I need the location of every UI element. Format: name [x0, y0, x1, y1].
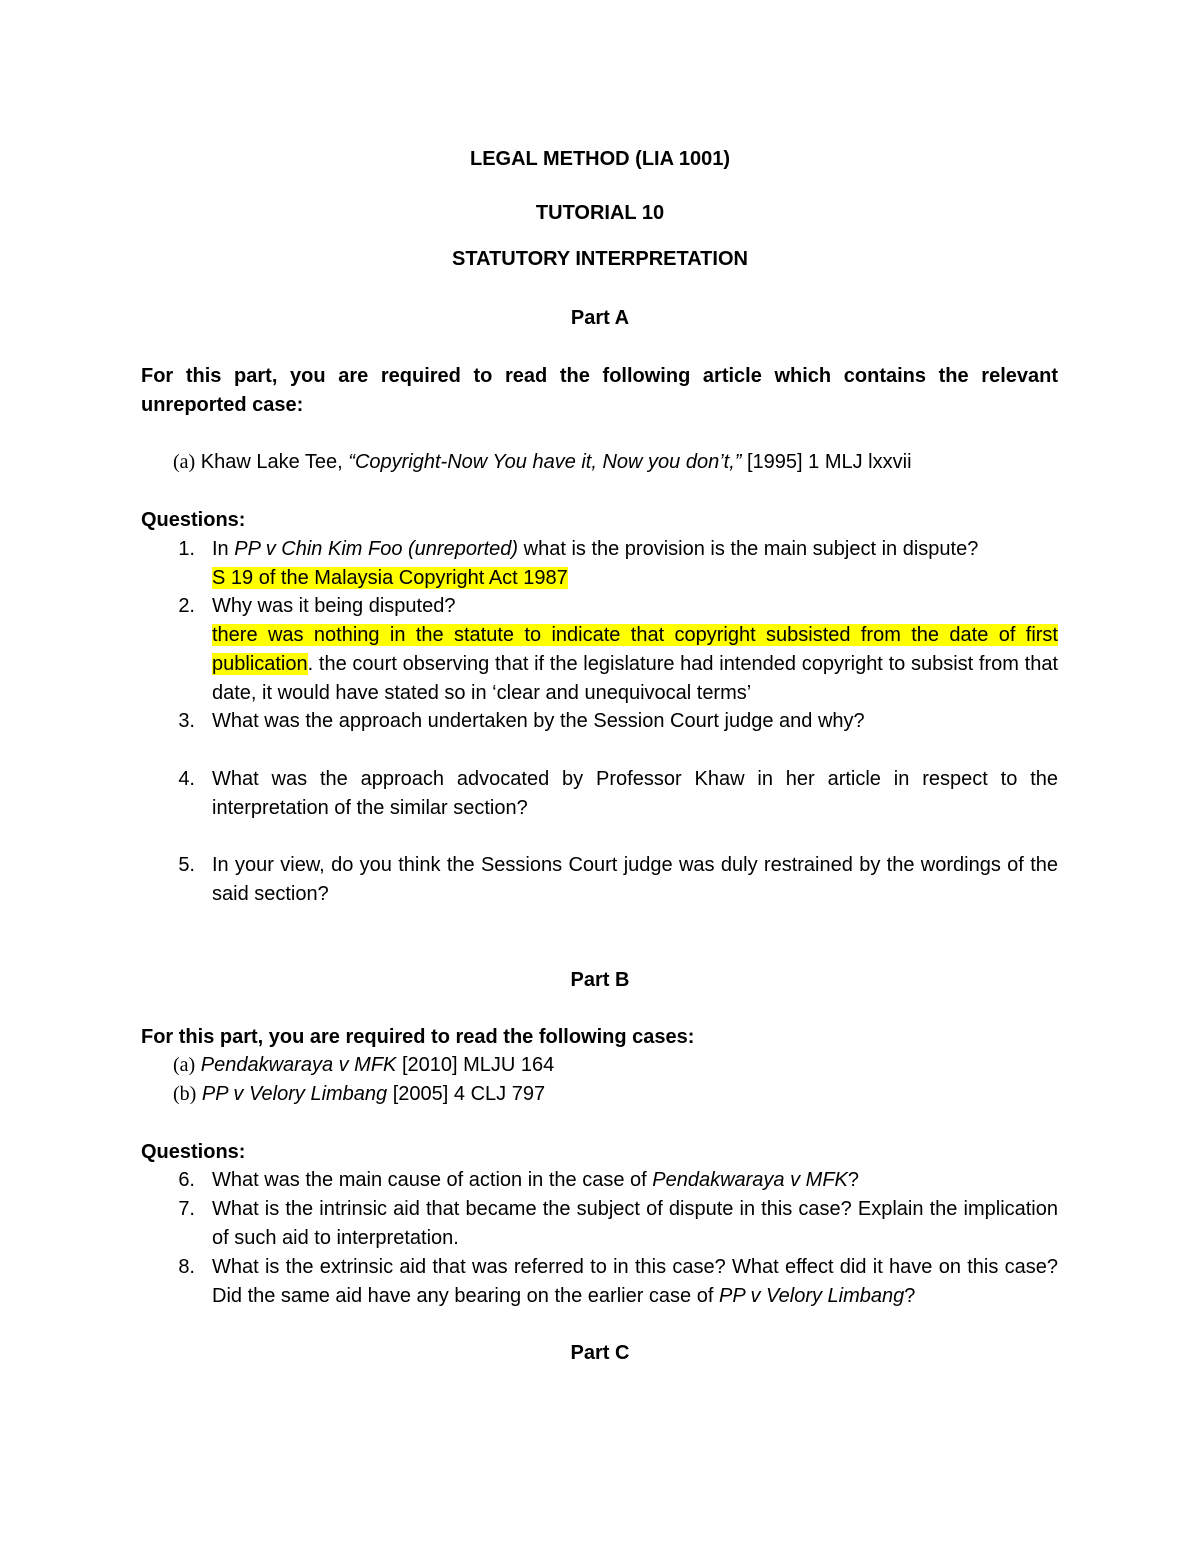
part-b-intro: For this part, you are required to read the following cases: [141, 1026, 695, 1048]
q8-post: ? [904, 1285, 916, 1307]
tutorial-number: TUTORIAL 10 [535, 202, 665, 224]
q4-number: 4. [178, 768, 195, 790]
part-b-heading: Part B [570, 969, 630, 991]
case-a-label: (a) [173, 1054, 196, 1076]
part-b-questions-label: Questions: [141, 1141, 246, 1163]
case-b-citation: [2005] 4 CLJ 797 [387, 1083, 546, 1105]
case-b-item [173, 1080, 545, 1109]
q1-answer [212, 564, 568, 593]
part-c-heading: Part C [570, 1342, 630, 1364]
document-title: LEGAL METHOD (LIA 1001) [469, 148, 731, 170]
q2-answer-highlight: there was nothing in the statute to indicate that copyright subsisted from the date of first publication [212, 624, 1058, 675]
q8-text [212, 1253, 1058, 1311]
article-title: “Copyright-Now You have it, Now you don’t,” [348, 451, 742, 473]
q2-answer-rest: . the court observing that if the legislature had intended copyright to subsist from that date, it would have stated so in ‘clear and unequivocal terms’ [212, 653, 1058, 704]
q5-number: 5. [178, 854, 195, 876]
q7-number: 7. [178, 1198, 195, 1220]
q6-case: Pendakwaraya v MFK [652, 1169, 848, 1191]
q2-text: Why was it being disputed? [212, 595, 456, 617]
article-author: Khaw Lake Tee, [200, 451, 349, 473]
case-a-name: Pendakwaraya v MFK [200, 1054, 397, 1076]
topic-heading: STATUTORY INTERPRETATION [452, 248, 748, 270]
q6-text [212, 1166, 859, 1195]
part-a-questions-label: Questions: [141, 509, 246, 531]
article-label: (a) [173, 451, 196, 473]
q7-text: What is the intrinsic aid that became the subject of dispute in this case? Explain the implication of such aid to interpretation. [212, 1198, 1058, 1249]
q6-pre: What was the main cause of action in the case of [212, 1169, 653, 1191]
q3-number: 3. [178, 710, 195, 732]
part-a-heading: Part A [570, 307, 630, 329]
case-b-label: (b) [173, 1083, 197, 1105]
case-b-name: PP v Velory Limbang [201, 1083, 388, 1105]
q1-text [212, 535, 978, 564]
q6-post: ? [847, 1169, 859, 1191]
q1-case: PP v Chin Kim Foo (unreported) [234, 538, 519, 560]
q1-number: 1. [178, 538, 195, 560]
q1-post: what is the provision is the main subject in dispute? [518, 538, 979, 560]
case-a-item [173, 1051, 554, 1080]
q8-pre: What is the extrinsic aid that was referred to in this case? What effect did it have on this case? Did the same aid have any bearing on the earlier case of [212, 1256, 1058, 1307]
q5-text: In your view, do you think the Sessions Court judge was duly restrained by the wordings of the said section? [212, 854, 1058, 905]
article-item [173, 448, 912, 477]
q2-answer [212, 621, 1058, 708]
q4-text: What was the approach advocated by Professor Khaw in her article in respect to the interpretation of the similar section? [212, 768, 1058, 819]
q2-number: 2. [178, 595, 195, 617]
q3-text: What was the approach undertaken by the Session Court judge and why? [212, 710, 865, 732]
q1-answer-highlight: S 19 of the Malaysia Copyright Act 1987 [212, 567, 568, 589]
q8-case: PP v Velory Limbang [718, 1285, 905, 1307]
q8-number: 8. [178, 1256, 195, 1278]
case-a-citation: [2010] MLJU 164 [396, 1054, 555, 1076]
article-citation: [1995] 1 MLJ lxxvii [741, 451, 912, 473]
q6-number: 6. [178, 1169, 195, 1191]
part-a-intro: For this part, you are required to read the following article which contains the relevant unreported case: [141, 365, 1058, 416]
q1-pre: In [212, 538, 235, 560]
